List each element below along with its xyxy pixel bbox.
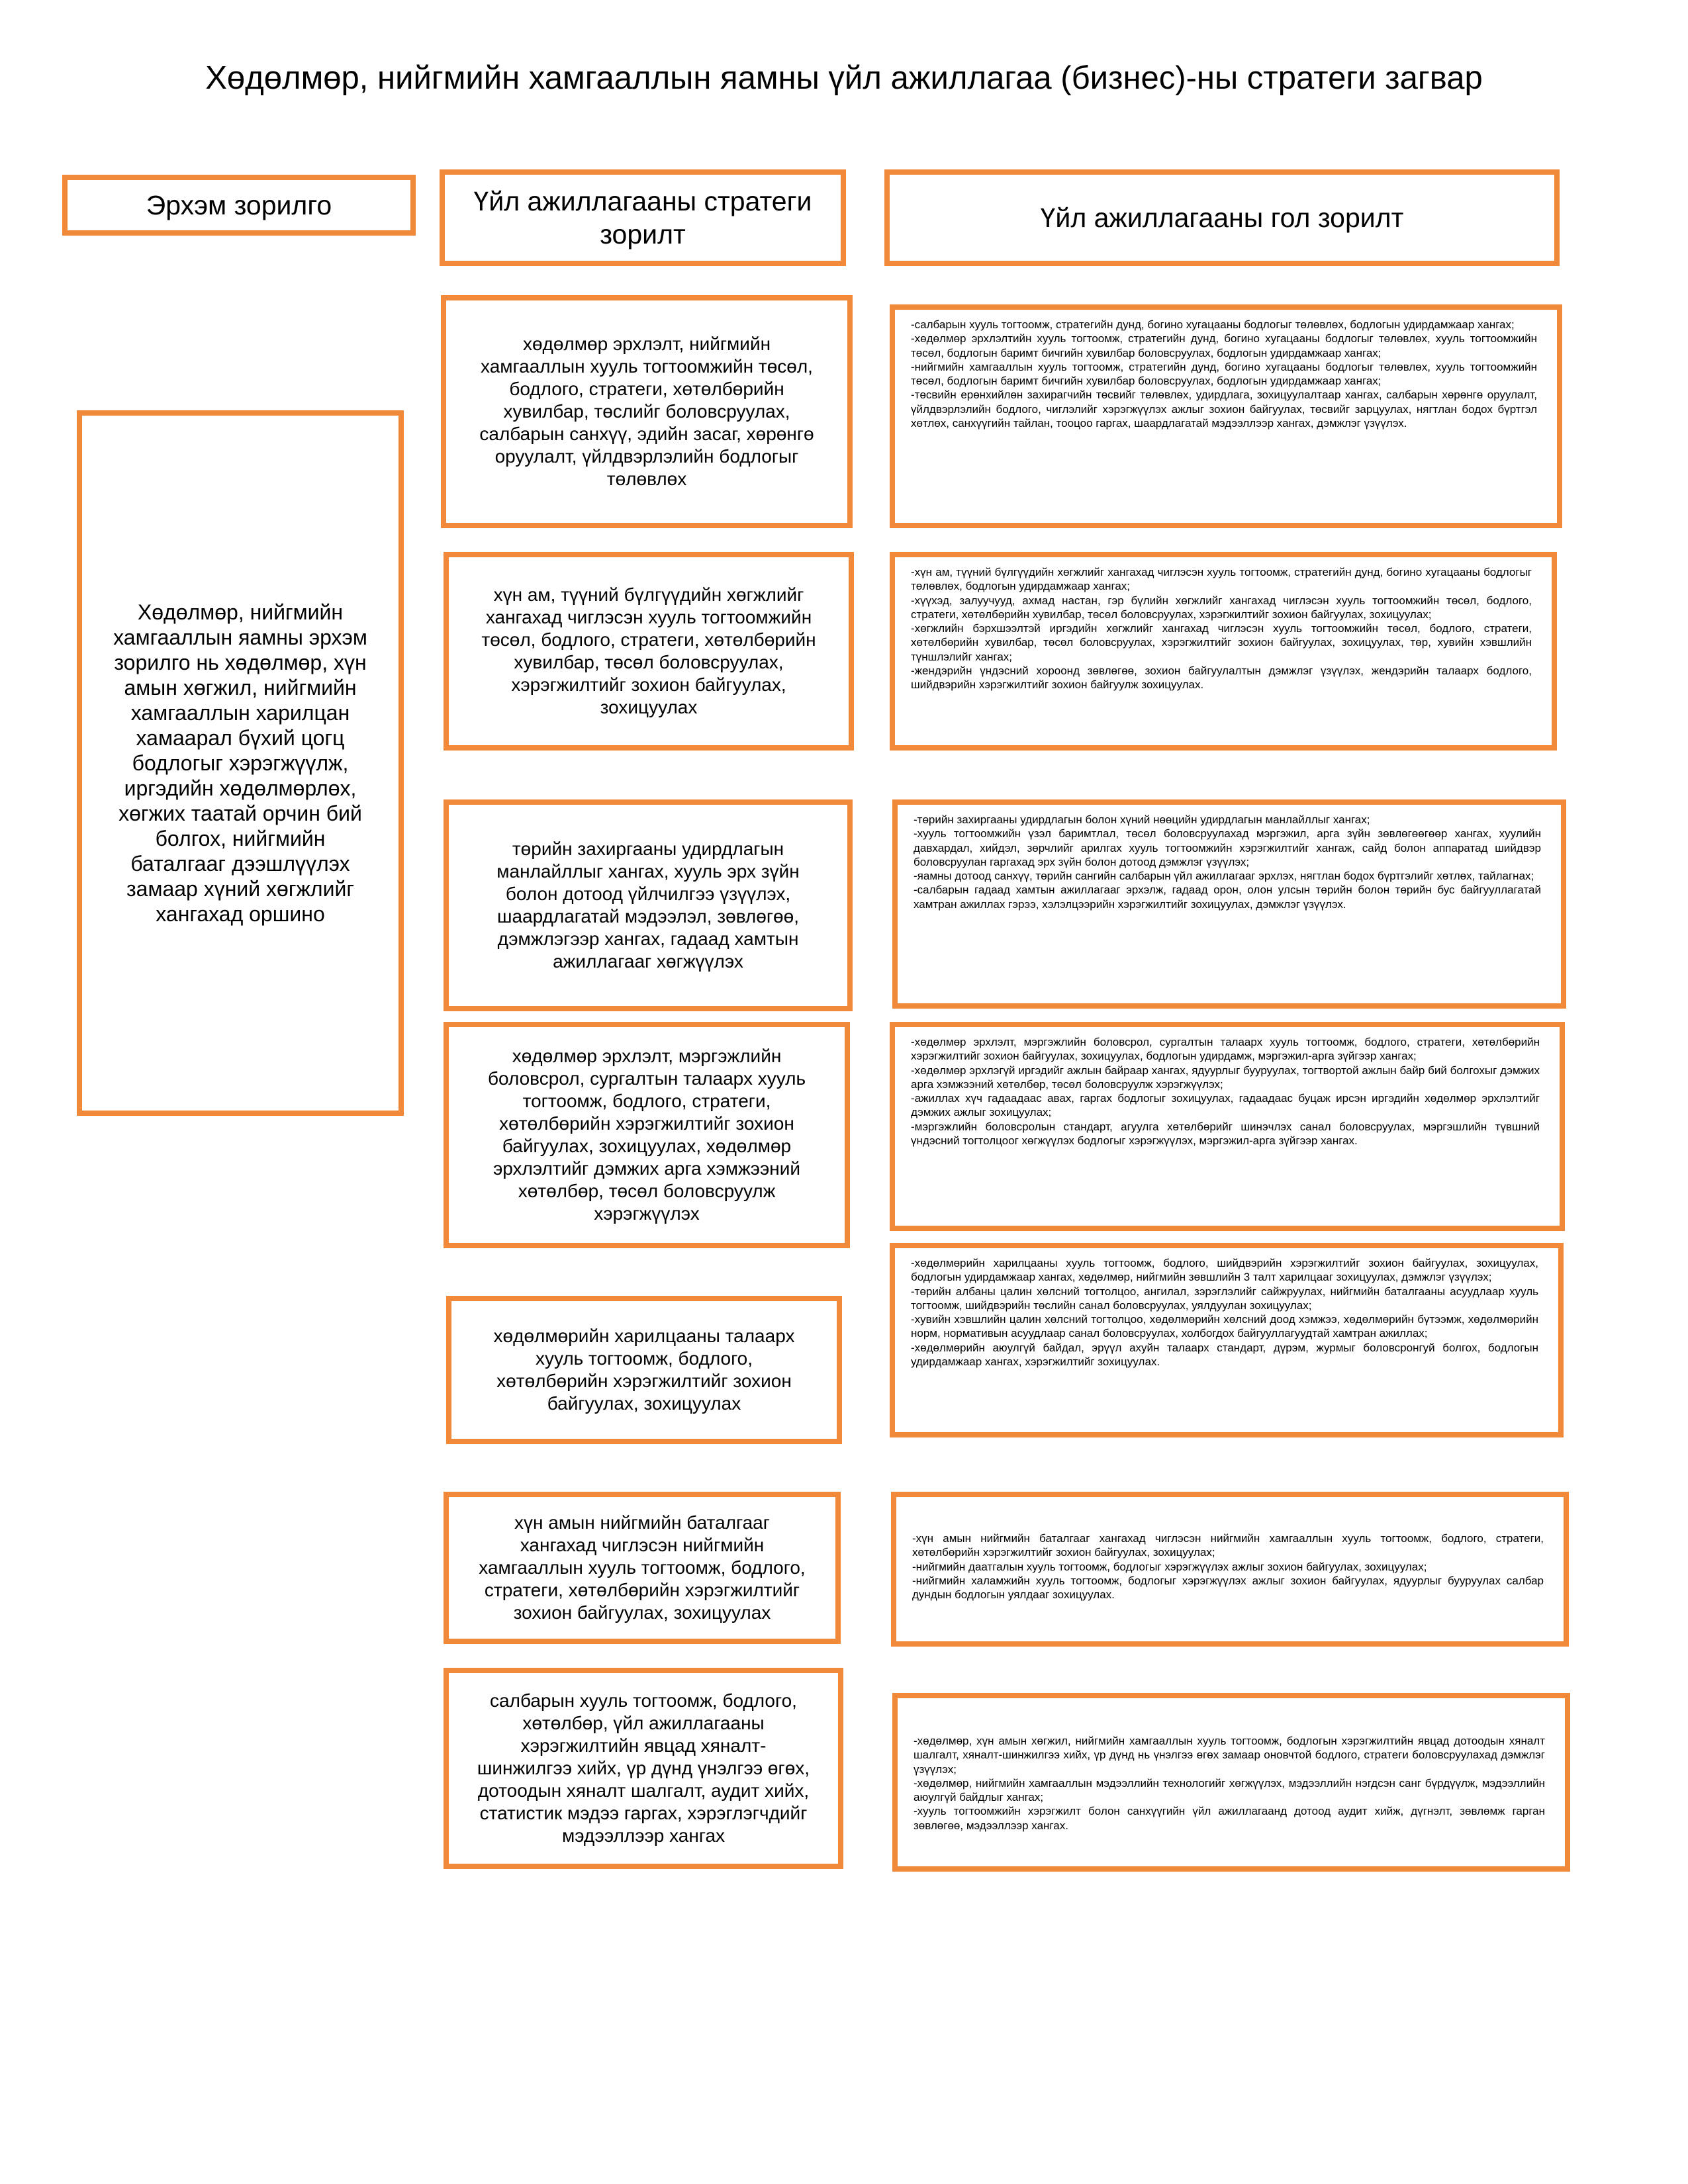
main-objective-box [891, 1492, 1569, 1647]
mission-box [77, 410, 404, 1116]
strategic-goal-box [441, 295, 853, 528]
strategic-goal-box [444, 1492, 841, 1644]
main-objective-text: -хөдөлмөрийн харилцааны хууль тогтоомж, бодлого, шийдвэрийн хэрэгжилтийг зохион байгуулах, зохицуулах, бодлогын удирдамжаар хангах, хөдөлмөр, нийгмийн зөвшлийн 3 талт харилцааг зохицуулах, дэмжлэг үзүүлэх; -төрийн албаны цалин хөлсний тогтолцоо, ангилал, зэрэглэлийг сайжруулах, нийгмийн баталгааны асуудлаар хууль тогтоомж, шийдвэрийн төслийн санал боловсруулах, уялдуулан зохицуулах; -хувийн хэвшлийн цалин хөлсний тогтолцоо, хөдөлмөрийн хөлсний доод хэмжээ, хөдөлмөрийн бүтээмж, хөдөлмөрийн норм, нормативын асуудлаар санал боловсруулах, холбогдох байгууллагуудтай хамтран ажиллах; -хөдөлмөрийн аюулгүй байдал, эрүүл ахуйн талаарх стандарт, дүрэм, журмыг боловсронгуй болгох, бодлогын удирдамжаар хангах, хэрэгжилтийг зохицуулах. [911, 1257, 1538, 1369]
main-objective-text: -хүн ам, түүний бүлгүүдийн хөгжлийг хангахад чиглэсэн хууль тогтоомж, стратегийн дунд, богино хугацааны бодлогыг төлөвлөх, бодлогын удирдамжаар хангах; -хүүхэд, залуучууд, ахмад настан, гэр бүлийн хөгжлийг хангахад чиглэсэн хууль тогтоомжийн төсөл, бодлого, стратеги, хөтөлбөрийн хувилбар, төсөл боловсруулах, хэрэгжилтийг зохион байгуулах, зохицуулах; -хөгжлийн бэрхшээлтэй иргэдийн хөгжлийг хангахад чиглэсэн хууль тогтоомжийн төсөл, бодлого, стратеги, хөтөлбөрийн хувилбар, төсөл боловсруулах, хэрэгжилтийг зохион байгуулах, зохицуулах, төр, хувийн хэвшлийн түншлэлийг хангах; -жендэрийн үндэсний хороонд зөвлөгөө, зохион байгуулалтын дэмжлэг үзүүлэх, жендэрийн талаарх бодлого, шийдвэрийн хэрэгжилтийг зохион байгуулж зохицуулах. [911, 566, 1532, 692]
strategic-goal-text: хүн амын нийгмийн баталгааг хангахад чиглэсэн нийгмийн хамгааллын хууль тогтоомж, бодлого, стратеги, хөтөлбөрийн хэрэгжилтийг зохион байгуулах, зохицуулах [479, 1512, 806, 1623]
strategic-goal-text: төрийн захиргааны удирдлагын манлайллыг хангах, хууль эрх зүйн болон дотоод үйлчилгээ үзүүлэх, шаардлагатай мэдээлэл, зөвлөгөө, дэмжлэгээр хангах, гадаад хамтын ажиллагааг хөгжүүлэх [496, 839, 800, 972]
header-main-objectives [884, 169, 1560, 266]
header-strategic-goals-label: Үйл ажиллагааны стратеги зорилт [473, 186, 812, 250]
header-strategic-goals [440, 169, 846, 266]
strategic-goal-text: хөдөлмөрийн харилцааны талаарх хууль тогтоомж, бодлого, хөтөлбөрийн хэрэгжилтийг зохион байгуулах, зохицуулах [493, 1326, 795, 1414]
main-objective-text: -хөдөлмөр эрхлэлт, мэргэжлийн боловсрол, сургалтын талаарх хууль тогтоомж, бодлого, стратеги, хөтөлбөрийн хэрэгжилтийг зохион байгуулах, зохицуулах, бодлогын удирдамж, мэргэжил-арга зүйгээр хангах; -хөдөлмөр эрхлэгүй иргэдийг ажлын байраар хангах, ядуурлыг бууруулах, тогтвортой ажлын байр бий болгохыг дэмжих арга хэмжээний хөтөлбөр, төсөл боловсруулж хэрэгжүүлэх; -ажиллах хүч гадаадаас авах, гаргах бодлогыг зохицуулах, гадаадаас буцаж ирсэн иргэдийн хөдөлмөр эрхлэлтийг дэмжих ажлыг зохицуулах; -мэргэжлийн боловсролын стандарт, агуулга хөтөлбөрийг шинэчлэх санал боловсруулах, мэргэшлийн түвшний үндэсний тогтолцоог хөгжүүлэх бодлогыг хэрэгжүүлэх, мэргэжил-арга зүйгээр хангах. [911, 1036, 1540, 1148]
main-objective-box [890, 1022, 1565, 1231]
strategic-goal-box [444, 1668, 843, 1869]
strategic-goal-box [444, 1022, 850, 1248]
strategic-goal-text: хүн ам, түүний бүлгүүдийн хөгжлийг хангахад чиглэсэн хууль тогтоомжийн төсөл, бодлого, стратеги, хөтөлбөрийн хувилбар, төсөл боловсруулах, хэрэгжилтийг зохион байгуулах, зохицуулах [481, 584, 816, 717]
main-objective-text: -төрийн захиргааны удирдлагын болон хүний нөөцийн удирдлагын манлайллыг хангах; -хууль тогтоомжийн үзэл баримтлал, төсөл боловсруулахад мэргэжил, арга зүйн зөвлөгөөгөөр хангах, хуулийн давхардал, хийдэл, зөрчлийг арилгах хууль тогтоомжийн хэрэгжилтийг хангаж, сайд болон аппаратад шийдвэр боловсруулан гаргахад эрх зүйн болон дотоод дэмжлэг үзүүлэх; -яамны дотоод санхүү, төрийн сангийн салбарын үйл ажиллагааг эрхлэх, нягтлан бодох бүртгэлийг хөтлөх, тайлагнах; -салбарын гадаад хамтын ажиллагааг эрхэлж, гадаад орон, олон улсын төрийн болон төрийн бус байгууллагатай хамтран ажиллах гэрээ, хэлэлцээрийн хэрэгжилтийг зохицуулах, дэмжлэг үзүүлэх. [914, 813, 1541, 911]
strategic-goal-text: хөдөлмөр эрхлэлт, нийгмийн хамгааллын хууль тогтоомжийн төсөл, бодлого, стратеги, хөтөлбөрийн хувилбар, төслийг боловсруулах, салбарын санхүү, эдийн засаг, хөрөнгө оруулалт, үйлдвэрлэлийн бодлогыг төлөвлөх [479, 334, 814, 489]
header-mission-label: Эрхэм зорилго [146, 190, 332, 220]
header-mission [62, 175, 416, 236]
main-objective-box [892, 799, 1566, 1009]
main-objective-box [892, 1693, 1570, 1872]
main-objective-box [890, 304, 1562, 528]
mission-text: Хөдөлмөр, нийгмийн хамгааллын яамны эрхэм зорилго нь хөдөлмөр, хүн амын хөгжил, нийгмийн хамгааллын харилцан хамаарал бүхий цогц бодлогыг хэрэгжүүлж, иргэдийн хөдөлмөрлөх, хөгжих таатай орчин бий болгох, нийгмийн баталгааг дээшлүүлэх замаар хүний хөгжлийг хангахад оршино [113, 600, 367, 926]
strategic-goal-box [444, 552, 854, 751]
header-main-objectives-label: Үйл ажиллагааны гол зорилт [1040, 203, 1404, 233]
page-title: Хөдөлмөр, нийгмийн хамгааллын яамны үйл ажиллагаа (бизнес)-ны стратеги загвар [205, 60, 1483, 96]
main-objective-box [890, 552, 1557, 751]
strategic-goal-text: хөдөлмөр эрхлэлт, мэргэжлийн боловсрол, сургалтын талаарх хууль тогтоомж, бодлого, стратеги, хөтөлбөрийн хэрэгжилтийг зохион байгуулах, зохицуулах, хөдөлмөр эрхлэлтийг дэмжих арга хэмжээний хөтөлбөр, төсөл боловсруулж хэрэгжүүлэх [487, 1046, 806, 1224]
strategic-goal-text: салбарын хууль тогтоомж, бодлого, хөтөлбөр, үйл ажиллагааны хэрэгжилтийн явцад хяналт-шинжилгээ хийх, үр дүнд үнэлгээ өгөх, дотоодын хяналт шалгалт, аудит хийх, статистик мэдээ гаргах, хэрэглэгчдийг мэдээллээр хангах [477, 1690, 810, 1846]
main-objective-text: -хүн амын нийгмийн баталгааг хангахад чиглэсэн нийгмийн хамгааллын хууль тогтоомж, бодлого, стратеги, хөтөлбөрийн хэрэгжилтийг зохион байгуулах, зохицуулах; -нийгмийн даатгалын хууль тогтоомж, бодлогыг хэрэгжүүлэх ажлыг зохион байгуулах, зохицуулах; -нийгмийн халамжийн хууль тогтоомж, бодлогыг хэрэгжүүлэх ажлыг зохион байгуулах, ядуурлыг бууруулах салбар дундын бодлогын уялдааг зохицуулах. [912, 1532, 1544, 1602]
strategic-goal-box [444, 799, 853, 1011]
strategic-goal-box [446, 1296, 842, 1444]
main-objective-box [890, 1243, 1564, 1437]
main-objective-text: -хөдөлмөр, хүн амын хөгжил, нийгмийн хамгааллын хууль тогтоомж, бодлогын хэрэгжилтийн явцад дотоодын хяналт шалгалт, хяналт-шинжилгээ хийх, үр дүнд нь үнэлгээ өгөх замаар оновчтой бодлого, стратеги боловсруулахад дэмжлэг үзүүлэх; -хөдөлмөр, нийгмийн хамгааллын мэдээллийн технологийг хөгжүүлэх, мэдээллийн нэгдсэн санг бүрдүүлж, мэдээллийн аюулгүй байдлыг хангах; -хууль тогтоомжийн хэрэгжилт болон санхүүгийн үйл ажиллагаанд дотоод аудит хийж, дүгнэлт, зөвлөмж гарган зөвлөгөө, мэдээллээр хангах. [914, 1735, 1545, 1832]
main-objective-text: -салбарын хууль тогтоомж, стратегийн дунд, богино хугацааны бодлогыг төлөвлөх, бодлогын удирдамжаар хангах; -хөдөлмөр эрхлэлтийн хууль тогтоомж, стратегийн дунд, богино хугацааны бодлогыг төлөвлөх, хууль тогтоомжийн төсөл, бодлогын баримт бичгийн хувилбар боловсруулах, бодлогын удирдамжаар хангах; -нийгмийн хамгааллын хууль тогтоомж, стратегийн дунд, богино хугацааны бодлогыг төлөвлөх, хууль тогтоомжийн төсөл, бодлогын баримт бичгийн хувилбар боловсруулах, бодлогын удирдамжаар хангах; -төсвийн ерөнхийлөн захирагчийн төсвийг төлөвлөх, удирдлага, зохицуулалтаар хангах, салбарын хөрөнгө оруулалт, үйлдвэрлэлийн бодлого, чиглэлийг хэрэгжүүлэх ажлыг зохион байгуулах, төсвийг зарцуулах, нягтлан бодох бүртгэл хөтлөх, санхүүгийн тайлан, тооцоо гаргах, шаардлагатай мэдээллээр хангах, дэмжлэг үзүүлэх. [911, 318, 1537, 430]
